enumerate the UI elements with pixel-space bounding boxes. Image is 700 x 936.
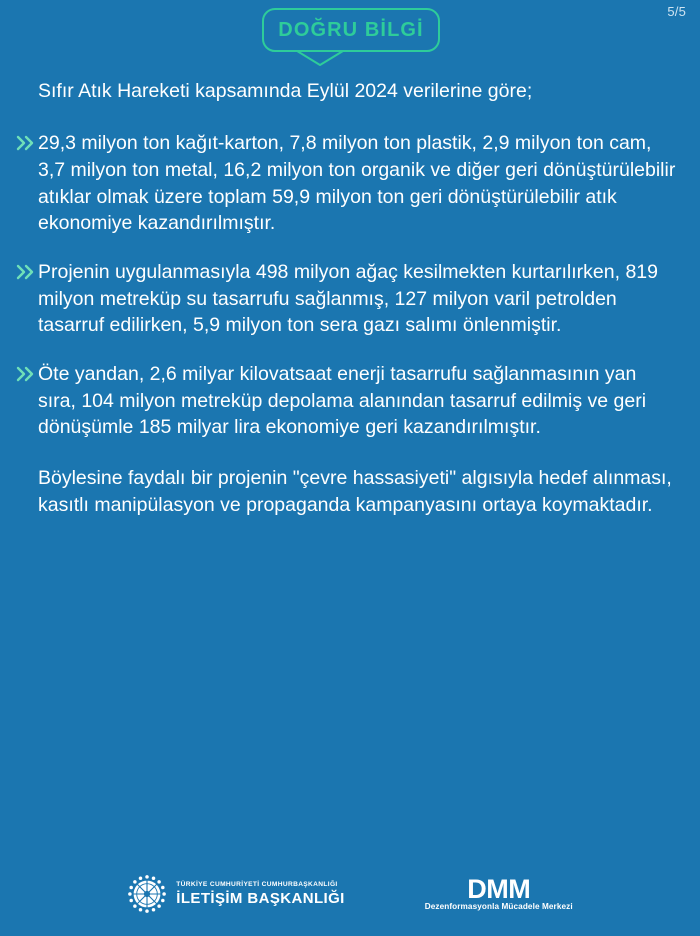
footer bbox=[0, 874, 700, 914]
list-item-text: 29,3 milyon ton kağıt-karton, 7,8 milyon ton plastik, 2,9 milyon ton cam, 3,7 milyon ton metal, 16,2 milyon ton organik ve diğer geri dönüştürülebilir atıklar olmak üzere toplam 59,9 milyon ton geri dönüştürülebilir atık ekonomiye kazandırılmıştır. bbox=[38, 132, 676, 235]
list-item bbox=[16, 361, 676, 441]
doru-bilgi-badge bbox=[0, 8, 700, 70]
dmm-wordmark: DMM bbox=[467, 874, 531, 905]
intro-paragraph: Sıfır Atık Hareketi kapsamında Eylül 2024 verilerine göre; bbox=[38, 80, 533, 102]
speech-bubble-tail-icon bbox=[297, 50, 345, 68]
badge-label: DOĞRU BİLGİ bbox=[278, 19, 424, 41]
dmm-subtitle: Dezenformasyonla Mücadele Merkezi bbox=[424, 902, 573, 912]
double-chevron-right-icon bbox=[16, 130, 38, 151]
main-content bbox=[0, 78, 700, 519]
iletisim-baskanligi-logo bbox=[127, 874, 344, 914]
logo-bottom-line: İLETİŞİM BAŞKANLIĞI bbox=[176, 890, 345, 908]
list-item bbox=[16, 130, 676, 237]
list-item-text: Öte yandan, 2,6 milyar kilovatsaat enerji tasarrufu sağlanmasının yan sıra, 104 milyon metreküp depolama alanından tasarruf edilmiş ve geri dönüşümle 185 milyar lira ekonomiye geri kazandırılmıştır. bbox=[38, 363, 647, 439]
presidency-star-emblem-icon bbox=[127, 874, 167, 914]
double-chevron-right-icon bbox=[16, 361, 38, 382]
list-item bbox=[16, 259, 676, 339]
page-counter: 5/5 bbox=[667, 4, 686, 19]
badge-bubble bbox=[262, 8, 440, 52]
double-chevron-right-icon bbox=[16, 259, 38, 280]
dmm-logo bbox=[425, 876, 573, 911]
closing-paragraph: Böylesine faydalı bir projenin "çevre hassasiyeti" algısıyla hedef alınması, kasıtlı manipülasyon ve propaganda kampanyasını ortaya koymaktadır. bbox=[38, 467, 672, 516]
list-item-text: Projenin uygulanmasıyla 498 milyon ağaç kesilmekten kurtarılırken, 819 milyon metreküp su tasarrufu sağlanmış, 127 milyon varil petrolden tasarruf edilirken, 5,9 milyon ton sera gazı salımı önlenmiştir. bbox=[38, 260, 658, 337]
logo-top-line: TÜRKİYE CUMHURİYETİ CUMHURBAŞKANLIĞI bbox=[176, 880, 338, 888]
iletisim-baskanligi-wordmark bbox=[176, 882, 344, 907]
